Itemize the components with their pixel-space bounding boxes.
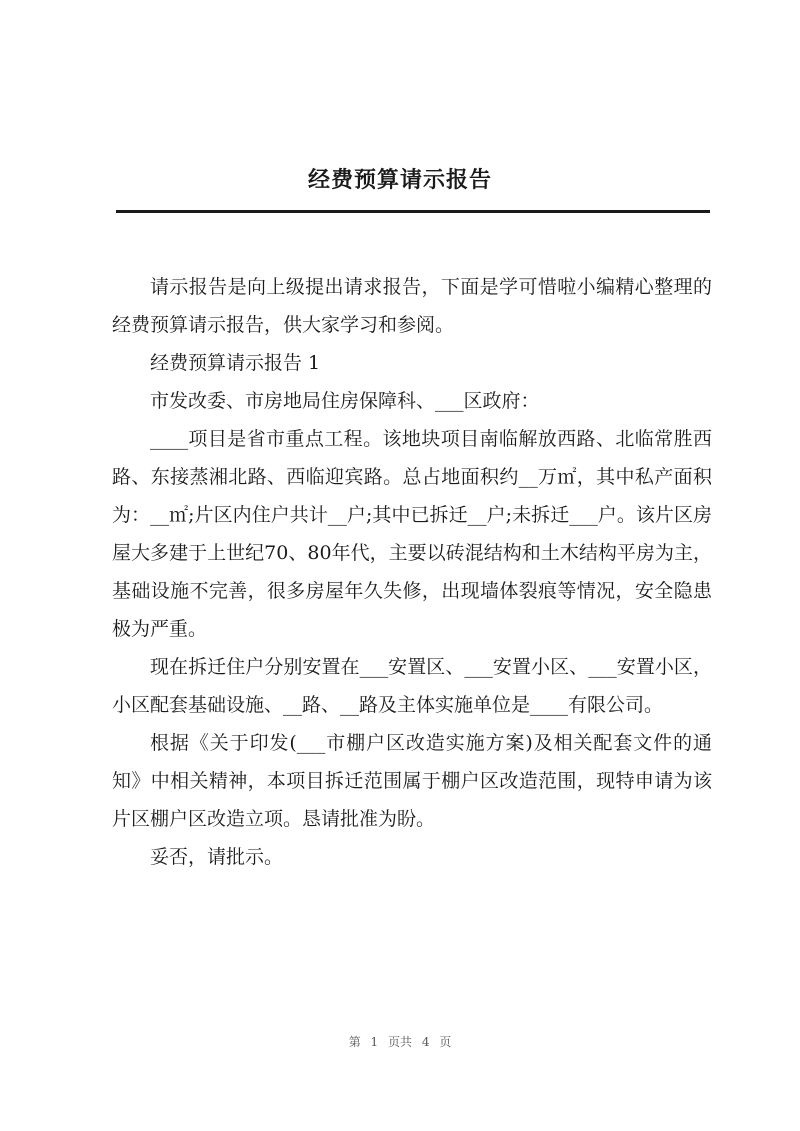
title-divider — [116, 210, 710, 213]
document-body — [112, 268, 712, 876]
page-number: 第 1 页共 4 页 — [348, 1035, 452, 1049]
document-title: 经费预算请示报告 — [307, 168, 492, 193]
basis-paragraph: 根据《关于印发(___市棚户区改造实施方案)及相关配套文件的通知》中相关精神，本项目拆迁范围属于棚户区改造范围，现特申请为该片区棚户区改造立项。恳请批准为盼。 — [112, 732, 712, 830]
resettlement-paragraph: 现在拆迁住户分别安置在___安置区、___安置小区、___安置小区，小区配套基础设施、__路、__路及主体实施单位是____有限公司。 — [112, 656, 712, 716]
addressee-paragraph: 市发改委、市房地局住房保障科、___区政府： — [150, 390, 540, 412]
section-heading: 经费预算请示报告 1 — [150, 352, 321, 374]
project-paragraph: ____项目是省市重点工程。该地块项目南临解放西路、北临常胜西路、东接蒸湘北路、西临迎宾路。总占地面积约__万㎡，其中私产面积为：__㎡;片区内住户共计__户;其中已拆迁__户;未拆迁___户。该片区房屋大多建于上世纪70、80年代，主要以砖混结构和土木结构平房为主，基础设施不完善，很多房屋年久失修，出现墙体裂痕等情况，安全隐患极为严重。 — [112, 428, 712, 640]
intro-paragraph: 请示报告是向上级提出请求报告，下面是学可惜啦小编精心整理的经费预算请示报告，供大家学习和参阅。 — [112, 276, 712, 336]
closing-paragraph: 妥否，请批示。 — [150, 846, 284, 868]
